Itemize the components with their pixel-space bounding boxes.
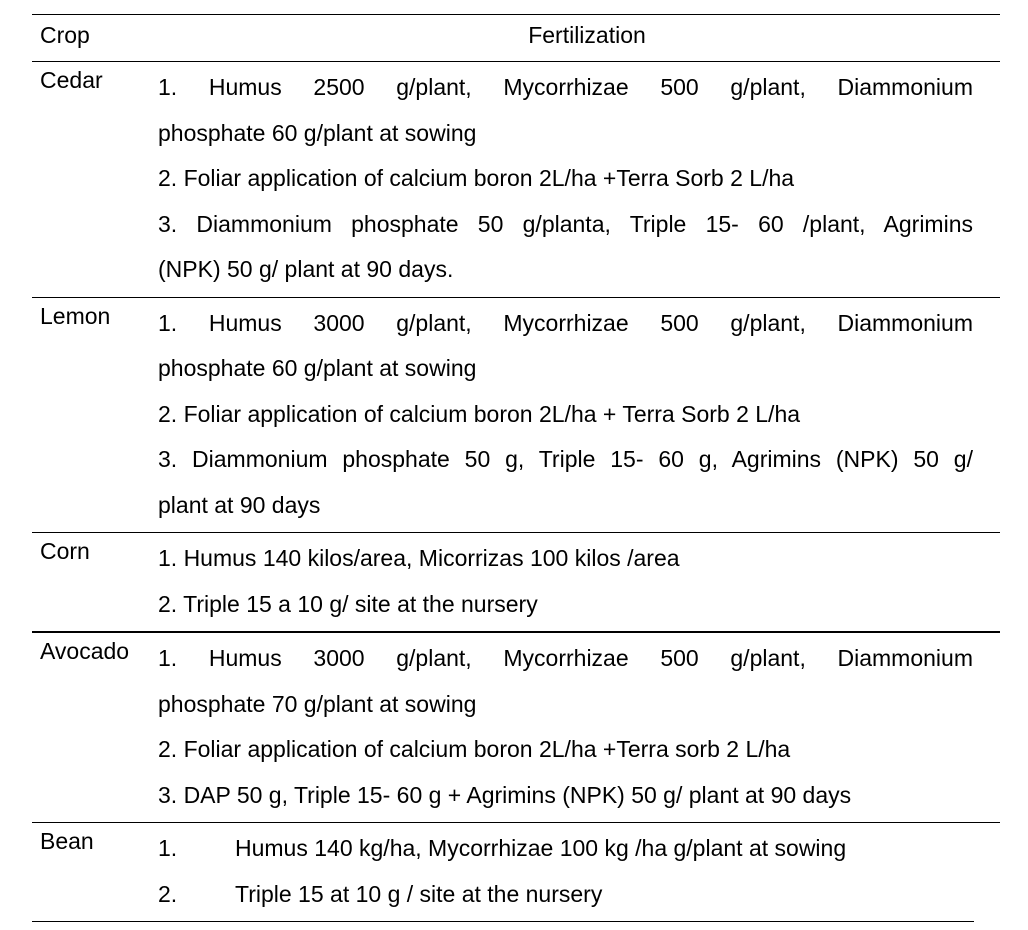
item-line: phosphate 60 g/plant at sowing: [158, 355, 477, 381]
crop-column-header: Crop: [40, 22, 90, 48]
item-number: 1.: [158, 835, 178, 861]
item-line: 3. Diammonium phosphate 50 g/planta, Triple 15- 60 /plant, Agrimins: [158, 210, 973, 237]
item-line: phosphate 70 g/plant at sowing: [158, 690, 477, 717]
fertilization-item: [158, 582, 973, 628]
item-line: 3. DAP 50 g, Triple 15- 60 g + Agrimins (NPK) 50 g/ plant at 90 days: [158, 781, 852, 808]
table-row: [32, 62, 1000, 297]
fertilization-cell: [158, 298, 973, 533]
item-line: (NPK) 50 g/ plant at 90 days.: [158, 256, 454, 282]
item-line: 2. Foliar application of calcium boron 2L/ha +Terra Sorb 2 L/ha: [158, 165, 795, 191]
fertilization-cell: [158, 823, 973, 921]
item-line: 2. Triple 15 a 10 g/ site at the nursery: [158, 590, 538, 617]
item-line: 1. Humus 3000 g/plant, Mycorrhizae 500 g/plant, Diammonium: [158, 309, 973, 336]
crop-name: Cedar: [40, 67, 103, 93]
crop-name: Avocado: [40, 638, 130, 664]
fertilization-item: [158, 773, 973, 819]
fertilization-item: [158, 301, 973, 392]
crop-name: Corn: [40, 538, 90, 564]
item-line: plant at 90 days: [158, 491, 321, 518]
item-line: 2. Foliar application of calcium boron 2L/ha + Terra Sorb 2 L/ha: [158, 400, 801, 427]
table-row: [32, 533, 1000, 631]
fertilization-cell: [158, 533, 973, 631]
fertilization-cell: [158, 633, 973, 822]
item-line: 2. Foliar application of calcium boron 2L/ha +Terra sorb 2 L/ha: [158, 736, 791, 762]
table-row: [32, 298, 1000, 533]
fertilization-item: [158, 872, 973, 918]
fertilization-cell: [158, 62, 973, 297]
item-line: phosphate 60 g/plant at sowing: [158, 119, 477, 146]
item-text: Triple 15 at 10 g / site at the nursery: [235, 880, 603, 907]
table-row: [32, 633, 1000, 822]
fertilization-item: [158, 65, 973, 156]
fertilization-item: [158, 826, 973, 872]
fertilization-item: [158, 156, 973, 202]
fertilization-table: [32, 14, 1000, 922]
item-line: 1. Humus 3000 g/plant, Mycorrhizae 500 g/plant, Diammonium: [158, 645, 973, 671]
item-line: 3. Diammonium phosphate 50 g, Triple 15- 60 g, Agrimins (NPK) 50 g/: [158, 446, 973, 472]
fertilization-item: [158, 727, 973, 773]
table-bottom-rule: [32, 921, 974, 922]
crop-name: Bean: [40, 828, 94, 854]
table-header: [32, 15, 1000, 61]
fertilization-item: [158, 636, 973, 727]
item-line: 1. Humus 2500 g/plant, Mycorrhizae 500 g/plant, Diammonium: [158, 74, 973, 100]
fertilization-item: [158, 392, 973, 438]
item-text: Humus 140 kg/ha, Mycorrhizae 100 kg /ha g/plant at sowing: [235, 835, 847, 861]
item-line: 1. Humus 140 kilos/area, Micorrizas 100 kilos /area: [158, 545, 680, 571]
crop-name: Lemon: [40, 302, 111, 329]
item-number: 2.: [158, 880, 178, 907]
fertilization-item: [158, 437, 973, 528]
fertilization-column-header: Fertilization: [528, 22, 646, 48]
table-row: [32, 823, 1000, 921]
fertilization-item: [158, 202, 973, 293]
fertilization-item: [158, 536, 973, 582]
